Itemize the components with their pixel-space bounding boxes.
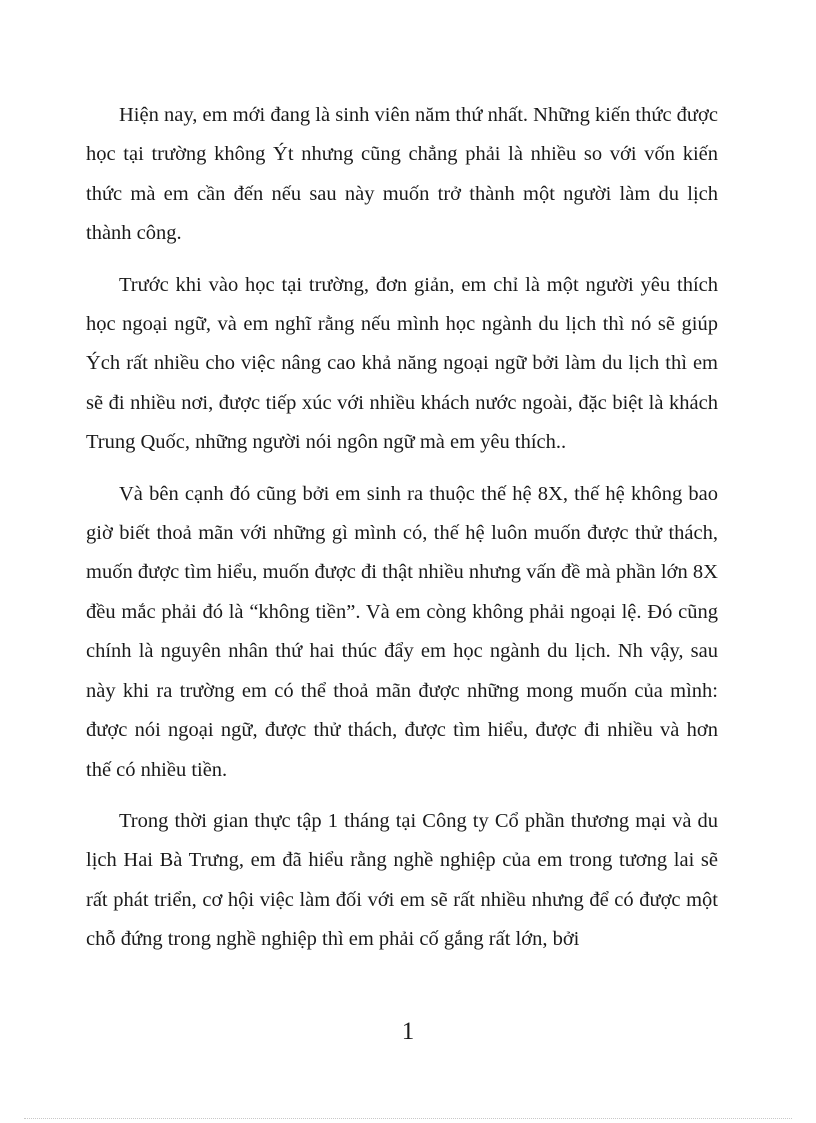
- paragraph-2: Trước khi vào học tại trường, đơn giản, em chỉ là một người yêu thích học ngoại ngữ, và em nghĩ rằng nếu mình học ngành du lịch thì nó sẽ giúp Ých rất nhiều cho việc nâng cao khả năng ngoại ngữ bởi làm du lịch thì em sẽ đi nhiều nơi, được tiếp xúc với nhiều khách nước ngoài, đặc biệt là khách Trung Quốc, những người nói ngôn ngữ mà em yêu thích..: [86, 273, 718, 454]
- paragraph-4: Trong thời gian thực tập 1 tháng tại Công ty Cổ phần thương mại và du lịch Hai Bà Trưng, em đã hiểu rằng nghề nghiệp của em trong tương lai sẽ rất phát triển, cơ hội việc làm đối với em sẽ rất nhiều nhưng để có được một chỗ đứng trong nghề nghiệp thì em phải cố gắng rất lớn, bởi: [86, 809, 718, 951]
- page-number: 1: [401, 1018, 415, 1045]
- paragraph-3: Và bên cạnh đó cũng bởi em sinh ra thuộc thế hệ 8X, thế hệ không bao giờ biết thoả mãn với những gì mình có, thế hệ luôn muốn được thử thách, muốn được tìm hiểu, muốn được đi thật nhiều nhưng vấn đề mà phần lớn 8X đều mắc phải đó là “không tiền”. Và em còng không phải ngoại lệ. Đó cũng chính là nguyên nhân thứ hai thúc đẩy em học ngành du lịch. Nh vậy, sau này khi ra trường em có thể thoả mãn được những mong muốn của mình: được nói ngoại ngữ, được thử thách, được tìm hiểu, được đi nhiều và hơn thế có nhiều tiền.: [86, 482, 718, 781]
- paragraph-1: Hiện nay, em mới đang là sinh viên năm thứ nhất. Những kiến thức được học tại trường không Ýt nhưng cũng chẳng phải là nhiều so với vốn kiến thức mà em cần đến nếu sau này muốn trở thành một người làm du lịch thành công.: [86, 104, 718, 245]
- body-text: [86, 96, 718, 960]
- page-bottom-divider: [24, 1118, 792, 1119]
